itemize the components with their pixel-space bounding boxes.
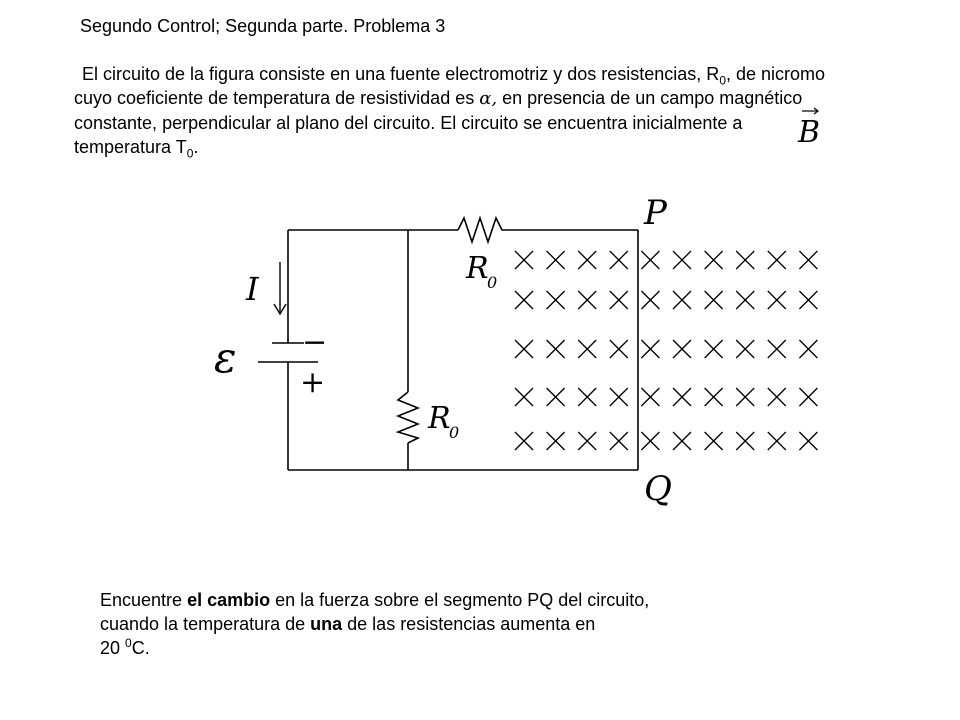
current-arrow bbox=[274, 262, 286, 314]
resistor-middle-label: R bbox=[428, 401, 451, 436]
field-cross bbox=[736, 340, 754, 358]
field-cross bbox=[610, 251, 628, 269]
field-cross bbox=[736, 251, 754, 269]
battery-plus: + bbox=[300, 365, 326, 400]
field-cross bbox=[736, 388, 754, 406]
field-cross bbox=[547, 432, 565, 450]
field-cross bbox=[610, 291, 628, 309]
field-cross bbox=[515, 388, 533, 406]
field-cross bbox=[641, 388, 659, 406]
field-cross bbox=[578, 388, 596, 406]
field-cross bbox=[705, 291, 723, 309]
field-cross bbox=[515, 340, 533, 358]
svg-text:0: 0 bbox=[487, 273, 498, 292]
field-cross bbox=[515, 251, 533, 269]
field-cross bbox=[768, 251, 786, 269]
field-cross bbox=[799, 388, 817, 406]
field-cross bbox=[547, 340, 565, 358]
circuit-wires bbox=[288, 230, 638, 470]
field-cross bbox=[736, 291, 754, 309]
point-p-label: P bbox=[644, 193, 667, 233]
field-cross bbox=[578, 432, 596, 450]
field-cross bbox=[768, 432, 786, 450]
field-cross bbox=[673, 251, 691, 269]
field-cross bbox=[610, 432, 628, 450]
field-cross bbox=[641, 251, 659, 269]
field-cross bbox=[768, 291, 786, 309]
field-cross bbox=[768, 340, 786, 358]
field-cross bbox=[799, 291, 817, 309]
field-cross bbox=[799, 432, 817, 450]
current-label: I bbox=[246, 270, 259, 308]
battery-minus: − bbox=[302, 325, 328, 360]
field-cross bbox=[799, 340, 817, 358]
field-cross bbox=[641, 432, 659, 450]
field-cross bbox=[610, 388, 628, 406]
field-cross bbox=[578, 251, 596, 269]
field-cross bbox=[673, 432, 691, 450]
field-cross bbox=[578, 291, 596, 309]
svg-text:B: B bbox=[798, 115, 821, 150]
svg-text:0: 0 bbox=[449, 423, 460, 442]
field-cross bbox=[673, 340, 691, 358]
alpha-symbol: α, bbox=[479, 88, 498, 109]
point-q-label: Q bbox=[644, 469, 672, 509]
field-cross bbox=[673, 291, 691, 309]
field-cross bbox=[736, 432, 754, 450]
field-cross bbox=[705, 251, 723, 269]
field-cross bbox=[547, 388, 565, 406]
emf-label: ε bbox=[214, 333, 237, 382]
page-title: Segundo Control; Segunda parte. Problema 3 bbox=[80, 16, 446, 36]
field-cross bbox=[610, 340, 628, 358]
field-cross bbox=[515, 291, 533, 309]
field-cross bbox=[705, 432, 723, 450]
field-cross bbox=[547, 291, 565, 309]
magnetic-field-crosses bbox=[515, 251, 817, 450]
field-cross bbox=[705, 340, 723, 358]
resistor-top bbox=[458, 218, 506, 242]
field-cross bbox=[799, 251, 817, 269]
resistor-top-label: R bbox=[466, 251, 489, 286]
battery bbox=[258, 343, 318, 362]
field-cross bbox=[547, 251, 565, 269]
field-cross bbox=[673, 388, 691, 406]
resistor-middle bbox=[398, 392, 418, 443]
question-text: Encuentre el cambio en la fuerza sobre el segmento PQ del circuito, cuando la temperatura de una de las resistencias aumenta en 20 $^0$C. bbox=[100, 590, 650, 658]
problem-statement: El circuito de la figura consiste en una fuente electromotriz y dos resistencias, $R_0$, de nicromo cuyo coeficiente de temperatura de resistividad es α, en presencia de un campo magnético constante, perpendicular al plano del circuito. El circuito se encuentra inicialmente a temperatura $T_0$. bbox=[74, 64, 826, 161]
field-cross bbox=[578, 340, 596, 358]
field-cross bbox=[641, 291, 659, 309]
field-cross bbox=[705, 388, 723, 406]
field-cross bbox=[641, 340, 659, 358]
field-cross bbox=[768, 388, 786, 406]
field-cross bbox=[515, 432, 533, 450]
